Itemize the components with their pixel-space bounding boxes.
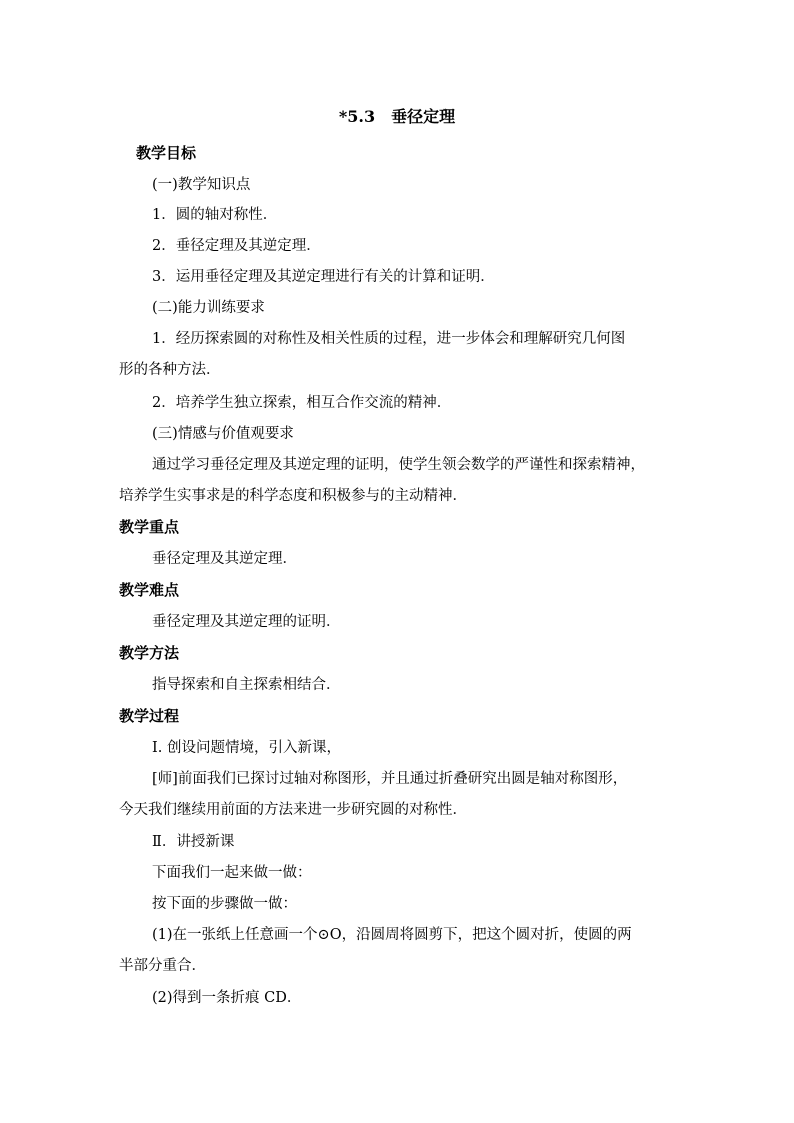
ability-item-1-line-2: 形的各种方法． xyxy=(119,362,221,378)
difficulties-text: 垂径定理及其逆定理的证明． xyxy=(152,614,341,630)
knowledge-item-3: 3．运用垂径定理及其逆定理进行有关的计算和证明． xyxy=(152,269,495,285)
knowledge-item-1: 1．圆的轴对称性． xyxy=(152,207,278,223)
methods-text: 指导探索和自主探索相结合． xyxy=(152,677,341,693)
teacher-paragraph-line-2: 今天我们继续用前面的方法来进一步研究圆的对称性． xyxy=(119,802,467,818)
page-title: *5.3 垂径定理 xyxy=(338,107,456,126)
activity-step-1-line-1: (1)在一张纸上任意画一个⊙O，沿圆周将圆剪下，把这个圆对折，使圆的两 xyxy=(152,927,632,943)
activity-step-2: (2)得到一条折痕 CD． xyxy=(152,990,302,1006)
heading-teaching-key-points: 教学重点 xyxy=(119,518,180,536)
ability-item-1-line-1: 1．经历探索圆的对称性及相关性质的过程，进一步体会和理解研究几何图 xyxy=(152,331,626,347)
subheading-emotion-values: (三)情感与价值观要求 xyxy=(152,426,294,442)
heading-teaching-goals: 教学目标 xyxy=(136,144,197,162)
activity-steps-intro: 按下面的步骤做一做： xyxy=(152,896,297,912)
process-step-1: Ⅰ. 创设问题情境，引入新课， xyxy=(152,740,341,756)
activity-intro: 下面我们一起来做一做： xyxy=(152,865,312,881)
process-step-2: Ⅱ．讲授新课 xyxy=(152,834,235,850)
heading-teaching-difficulties: 教学难点 xyxy=(119,581,180,599)
subheading-ability-training: (二)能力训练要求 xyxy=(152,300,265,316)
emotion-paragraph-line-2: 培养学生实事求是的科学态度和积极参与的主动精神． xyxy=(119,488,467,504)
key-points-text: 垂径定理及其逆定理． xyxy=(152,551,297,567)
activity-step-1-line-2: 半部分重合． xyxy=(119,958,206,974)
knowledge-item-2: 2．垂径定理及其逆定理． xyxy=(152,238,321,254)
heading-teaching-methods: 教学方法 xyxy=(119,644,180,662)
subheading-knowledge-points: (一)教学知识点 xyxy=(152,177,251,193)
teacher-paragraph-line-1: [师]前面我们已探讨过轴对称图形，并且通过折叠研究出圆是轴对称图形， xyxy=(152,771,628,787)
emotion-paragraph-line-1: 通过学习垂径定理及其逆定理的证明，使学生领会数学的严谨性和探索精神， xyxy=(152,457,645,473)
ability-item-2: 2．培养学生独立探索，相互合作交流的精神． xyxy=(152,395,452,411)
heading-teaching-process: 教学过程 xyxy=(119,707,180,725)
